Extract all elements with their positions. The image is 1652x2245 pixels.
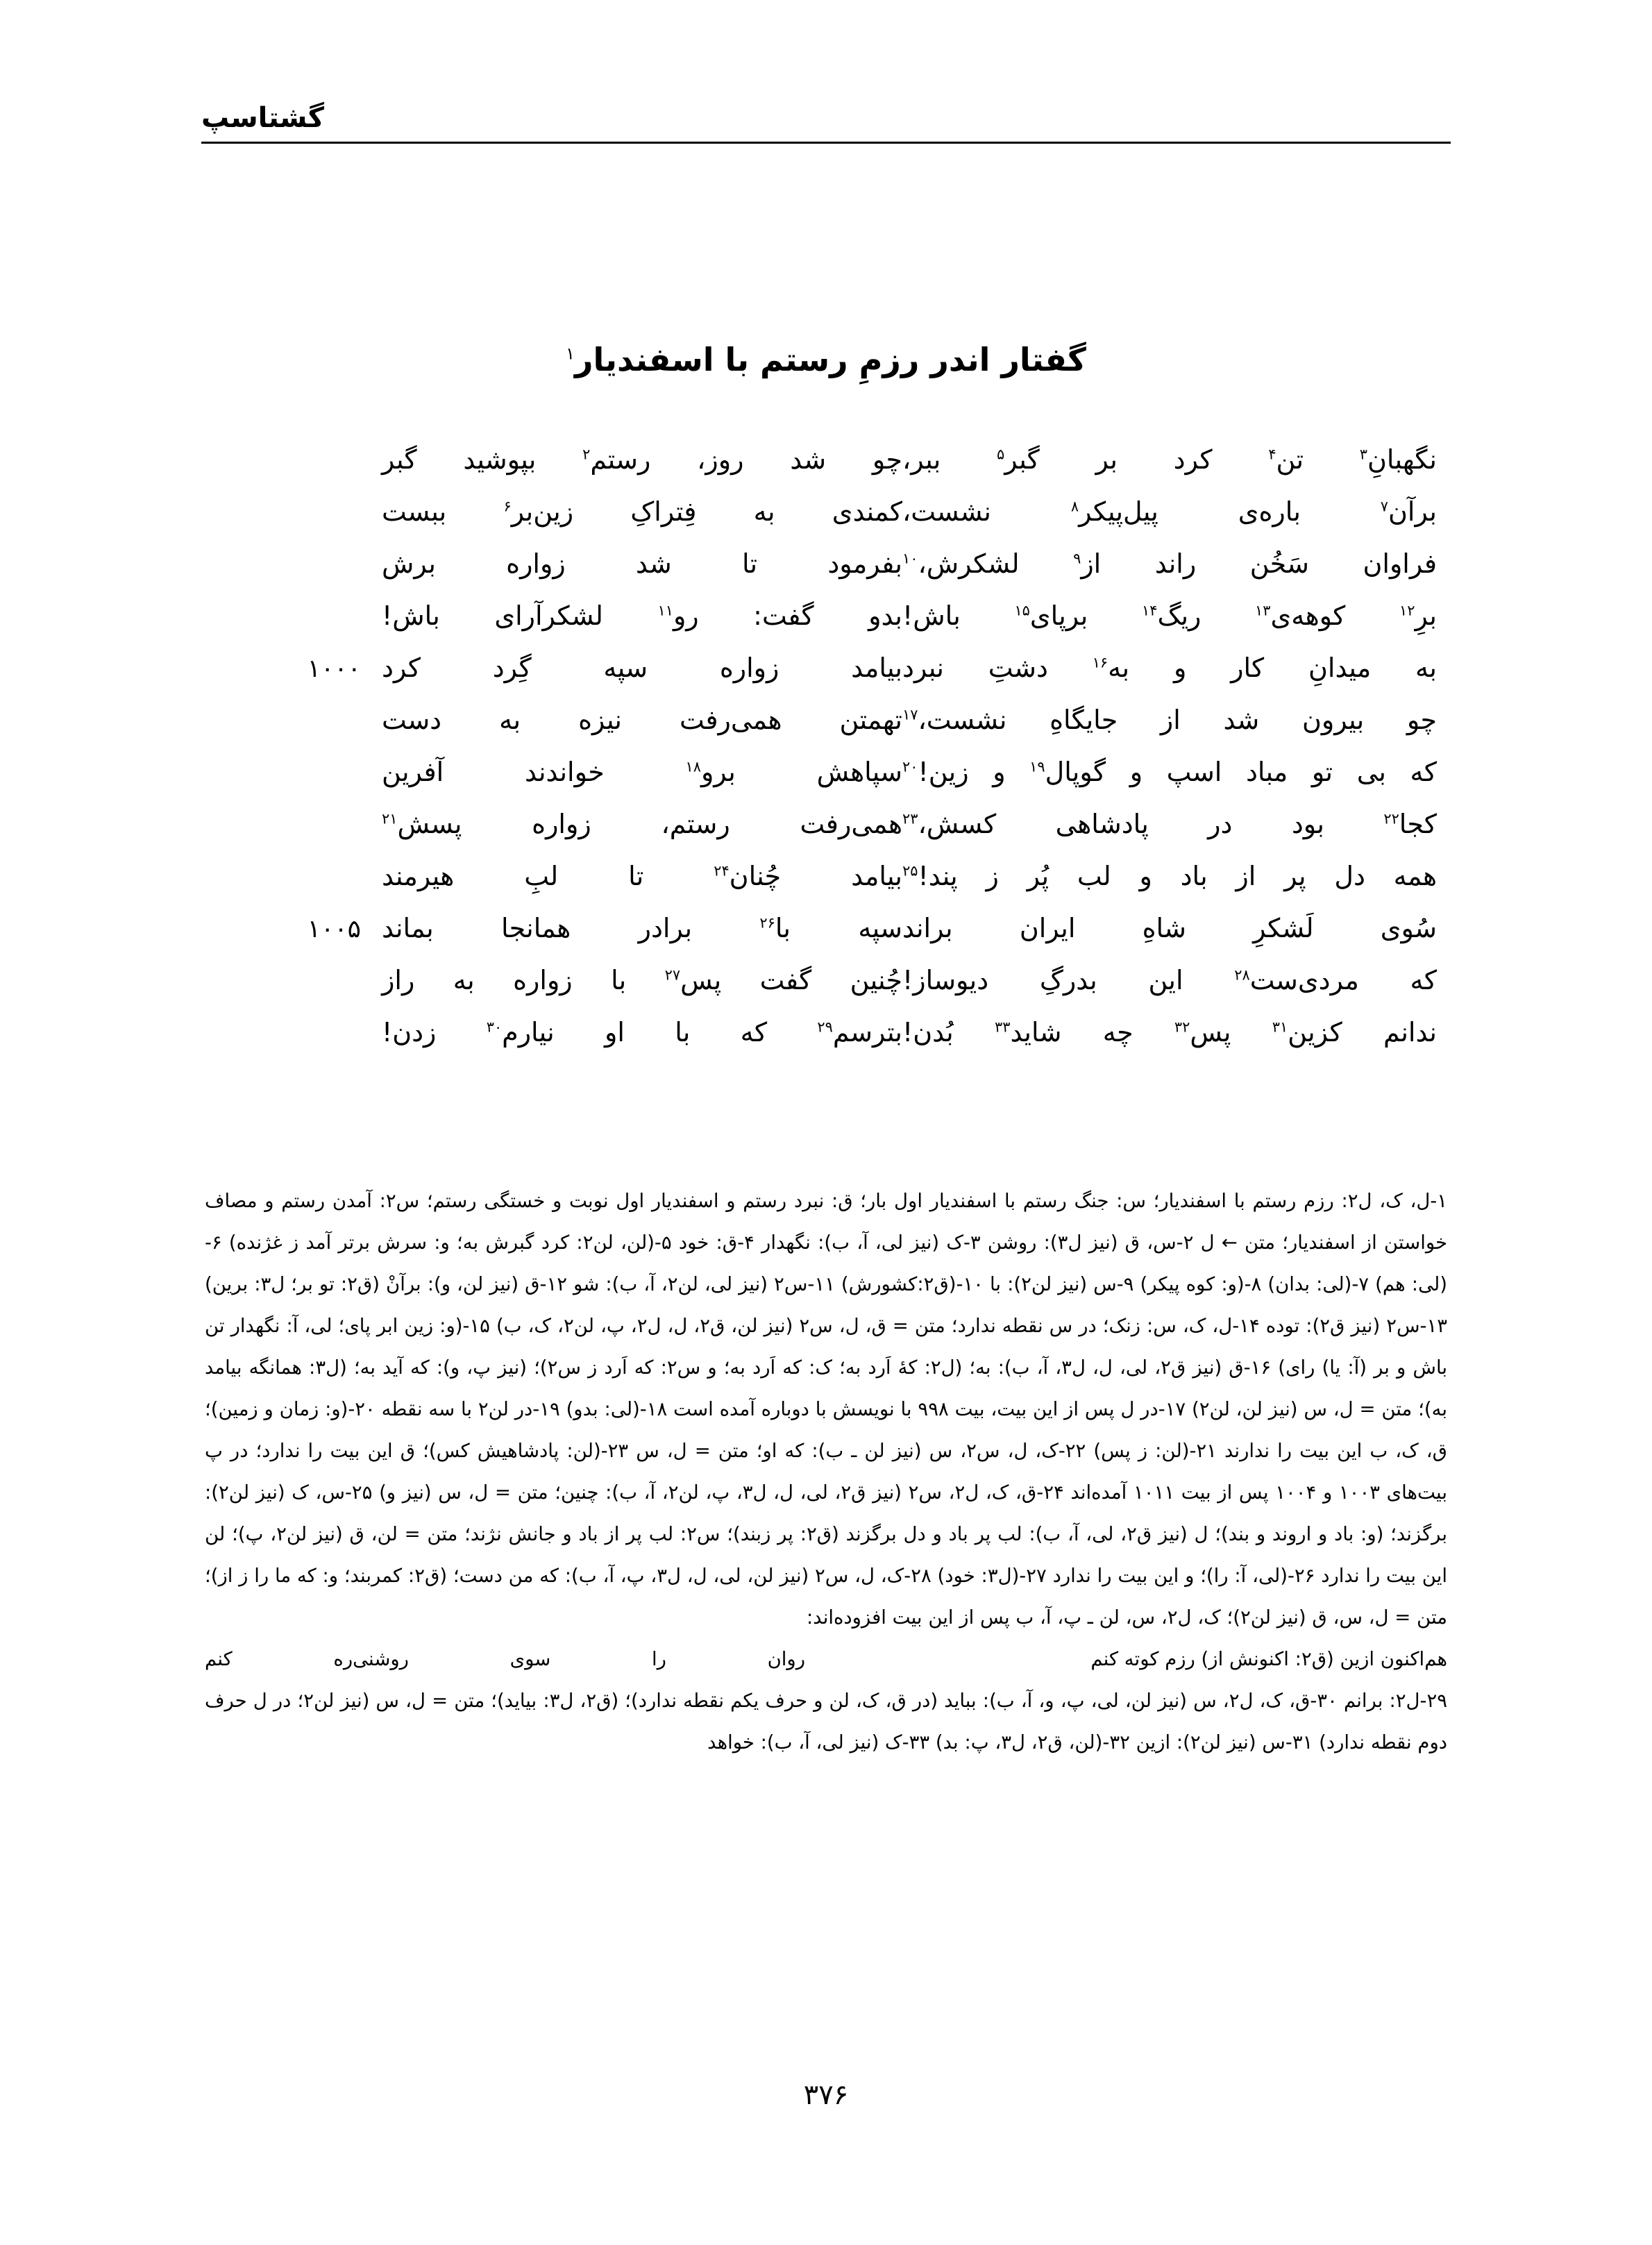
verse-word: زواره <box>532 809 591 839</box>
verse-couplet <box>201 548 1444 600</box>
verse-word: آفرین <box>382 757 444 787</box>
verse-hemistich-right <box>361 913 902 943</box>
footnote-ref: ۱۵ <box>1014 602 1030 619</box>
footnote-ref: ۲۰ <box>902 758 918 775</box>
verse-hemistich-left <box>902 653 1444 683</box>
verse-word: لبِ <box>524 861 559 891</box>
verse-word: با <box>675 1017 691 1048</box>
verse-hemistich-left <box>902 548 1444 579</box>
verse-word: نشست، <box>902 496 991 527</box>
verse-word: جایگاهِ <box>1050 705 1118 735</box>
verse-word: پس$^{۲۷}$ <box>664 965 722 995</box>
verse-couplet <box>201 861 1444 913</box>
verse-word: رو$^{۱۱}$ <box>657 600 699 631</box>
verse-word: بی <box>1356 757 1386 787</box>
footnote-ref: ۲۷ <box>664 966 681 984</box>
verse-word: همانجا <box>501 913 571 943</box>
verse-word: بترسم$^{۲۹}$ <box>817 1017 902 1048</box>
verse-word: زین‌بر$^۶$ <box>503 496 574 527</box>
verse-word: لشکرش،$^{۱۰}$ <box>902 548 1020 579</box>
verse-word: دیوساز! <box>902 965 989 995</box>
verse-word: کزین$^{۳۱}$ <box>1272 1017 1342 1048</box>
verse-hemistich-left <box>902 1017 1444 1048</box>
verse-word: شاید$^{۳۳}$ <box>995 1017 1062 1048</box>
running-head-text: گشتاسپ <box>201 102 324 134</box>
verse-word: کمندی <box>832 496 902 527</box>
footnote-ref: ۱۱ <box>657 602 673 619</box>
verse-hemistich-right <box>361 809 902 839</box>
verse-word: مردی‌ست$^{۲۸}$ <box>1234 965 1359 995</box>
verse-word: با <box>611 965 627 995</box>
verse-word: ریگ$^{۱۴}$ <box>1141 600 1202 631</box>
verse-word: رستم، <box>661 809 730 839</box>
footnote-verse-word: سوی <box>509 1648 551 1670</box>
verse-hemistich-left <box>902 600 1444 631</box>
footnote-ref: ۹ <box>1073 550 1081 567</box>
verse-word: کوهه‌ی$^{۱۳}$ <box>1255 600 1346 631</box>
footnote-ref: ۱۶ <box>1092 654 1109 671</box>
verse-word: باش! <box>382 600 440 631</box>
verse-word: باد <box>1180 861 1208 891</box>
verse-word: زین!$^{۲۰}$ <box>902 757 969 787</box>
chapter-title-text: گفتار اندر رزمِ رستم با اسفندیار <box>575 340 1086 378</box>
verse-hemistich-right <box>361 496 902 527</box>
verse-word: باره‌ی <box>1238 496 1301 527</box>
verse-word: پُر <box>1027 861 1050 891</box>
verse-word: بیامد <box>851 653 902 683</box>
verse-word: سپه <box>603 653 648 683</box>
verse-word: گفت <box>759 965 812 995</box>
verse-word: او <box>604 1017 625 1048</box>
footnote-ref: ۱۰ <box>902 550 918 567</box>
verse-hemistich-right <box>361 1017 902 1048</box>
footnote-ref: ۱۴ <box>1141 602 1158 619</box>
verse-word: از$^۹$ <box>1073 548 1102 579</box>
verse-word: زواره <box>719 653 779 683</box>
verse-word: بدو <box>868 600 902 631</box>
verse-word: و <box>993 757 1006 787</box>
verse-word: دل <box>1334 861 1365 891</box>
verse-word: که <box>1410 757 1437 787</box>
verse-hemistich-left <box>902 913 1444 943</box>
footnote-verse-word: روشنی‌ره <box>333 1648 409 1670</box>
footnote-ref: ۳۱ <box>1272 1018 1288 1036</box>
verse-word: فراوان <box>1363 548 1437 579</box>
verse-word: بر <box>1095 444 1118 475</box>
verse-hemistich-right <box>361 600 902 631</box>
verse-word: رستم$^۲$ <box>582 444 651 475</box>
verse-word: سُوی <box>1380 913 1437 943</box>
verse-line-number: ۱۰۰۵ <box>307 915 361 943</box>
verse-word: برپای$^{۱۵}$ <box>1014 600 1088 631</box>
verse-word: نیزه <box>578 705 622 735</box>
verse-word: برِ$^{۱۲}$ <box>1399 600 1437 631</box>
verse-word: بیرون <box>1301 705 1365 735</box>
verse-word: و <box>1139 861 1152 891</box>
verse-couplet <box>201 705 1444 757</box>
verse-word: پیل‌پیکر$^۸$ <box>1070 496 1158 527</box>
footnote-ref: ۱۲ <box>1399 602 1415 619</box>
verse-word: لب <box>1077 861 1111 891</box>
verse-couplet <box>201 757 1444 809</box>
running-head-area <box>201 104 1451 144</box>
page-number-text: ۳۷۶ <box>803 2079 849 2111</box>
verse-word: که <box>740 1017 768 1048</box>
footnote-ref: ۷ <box>1380 498 1388 515</box>
verse-word: نگهبانِ$^۳$ <box>1359 444 1437 475</box>
verse-word: راز <box>382 965 415 995</box>
verse-word: این <box>1148 965 1183 995</box>
verse-word: پند!$^{۲۵}$ <box>902 861 958 891</box>
verse-word: شد <box>790 444 827 475</box>
verse-word: ز <box>986 861 999 891</box>
verse-couplet <box>201 809 1444 861</box>
verse-word: شاهِ <box>1142 913 1186 943</box>
footnote-ref: ۱۷ <box>902 706 918 723</box>
verse-word: نشست،$^{۱۷}$ <box>902 705 1007 735</box>
verse-word: ببر، <box>902 444 941 475</box>
verse-word: پسش$^{۲۱}$ <box>382 809 462 839</box>
verse-couplet <box>201 653 1444 705</box>
verse-word: برو$^{۱۸}$ <box>685 757 736 787</box>
verse-word: تا <box>741 548 758 579</box>
verse-block <box>201 444 1444 1069</box>
verse-word: گفت: <box>753 600 814 631</box>
footnote-ref: ۲۴ <box>714 862 730 880</box>
footnote-ref: ۳ <box>1359 446 1367 463</box>
footnote-paragraph-2 <box>205 1680 1447 1763</box>
verse-hemistich-right <box>361 757 902 787</box>
verse-word: باش! <box>902 600 961 631</box>
verse-word: خواندند <box>525 757 605 787</box>
footnote-ref: ۳۳ <box>995 1018 1011 1036</box>
footnote-ref: ۶ <box>503 498 512 515</box>
header-rule <box>201 142 1451 144</box>
footnote-ref: ۲۹ <box>817 1018 833 1036</box>
verse-couplet <box>201 965 1444 1017</box>
footnote-ref: ۳۰ <box>486 1018 503 1036</box>
verse-couplet <box>201 1017 1444 1069</box>
verse-word: تا <box>628 861 644 891</box>
verse-hemistich-right <box>361 444 902 475</box>
verse-word: سپاهش <box>816 757 902 787</box>
verse-hemistich-left <box>902 444 1444 475</box>
verse-word: دست <box>382 705 442 735</box>
verse-hemistich-right <box>361 861 902 891</box>
footnote-ref: ۱۹ <box>1029 758 1045 775</box>
verse-word: زدن! <box>382 1017 437 1048</box>
verse-word: تن$^۴$ <box>1268 444 1304 475</box>
verse-hemistich-left <box>902 965 1444 995</box>
verse-word: به <box>499 705 521 735</box>
running-head <box>201 104 1451 142</box>
footnote-text-1: ۱-ل، ک، ل۲: رزم رستم با اسفندیار؛ س: جنگ رستم با اسفندیار اول بار؛ ق: نبرد رستم و اسفندیار اول نوبت و خستگی رستم؛ س۲: آمدن رستم و مصاف خواستن از اسفندیار؛ متن ← ل ۲-س، ق (نیز ل۳)‏: روشن ۳-ک (نیز لی، آ، ب): نگهدار ۴-ق: خود ۵-(لن، لن۲: کرد گبرش به؛ و: سرش برتر آمد ز غژنده) ۶-(لی: هم) ۷-(لی: بدان) ۸-(و: کوه پیکر) ۹-س (نیز لن۲): با ۱۰-(ق۲:کشورش) ۱۱-س۲ (نیز لی، لن۲، آ، ب): شو ۱۲-ق (نیز لن، و): برآنْ (ق۲: تو بر؛ ل۳: برین) ۱۳-س۲ (نیز ق۲): توده ۱۴-ل، ک، س: زنک؛ در س نقطه ندارد؛ متن = ق، ل، س۲ (نیز لن، ق۲، ل، ل۲، پ، لن۲، ک، ب) ۱۵-(و: زین ابر پای؛ لی، آ: نگهدار تن باش و بر (آ: یا) رای) ۱۶-ق (نیز ق۲، لی، ل، ل۳، آ، ب): به؛ (ل۲: کهٔ اَرد به؛ ک: که اَرد به؛ و س۲: که اَرد ز س۲)؛ (نیز پ، و): که آید به؛ (ل۳: همانگه بیامد به)؛ متن = ل، س (نیز لن، لن۲) ۱۷-در ل پس از این بیت، بیت ۹۹۸ با نویسش با دوباره آمده است ۱۸-(لی: بدو) ۱۹-در لن۲ با سه نقطه ۲۰-(و: زمان و زمین)؛ ق، ک، ب این بیت را ندارند ۲۱-(لن: ز پس) ۲۲-ک، ل، س۲، س (نیز لن ـ ب): که او؛ متن = ل، س ۲۳-(لن: پادشاهیش کس)؛ ق این بیت را ندارد؛ در پ بیت‌های ۱۰۰۳ و ۱۰۰۴ پس از بیت ۱۰۱۱ آمده‌اند ۲۴-ق، ک، ل۲، س۲ (نیز ق۲، لی، ل، ل۳، پ، لن۲، آ، ب): چنین؛ متن = ل، س (نیز و) ۲۵-س، ک (نیز لن۲): برگزند؛ (و: باد و اروند و بند)؛ ل (نیز ق۲، لی، آ، ب): لب پر باد و دل برگزند (ق۲: پر زبند)؛ س۲: لب پر از باد و جانش نژند؛ متن = لن، ق (نیز لن۲، پ)؛ لن این بیت را ندارد ۲۶-(لی، آ: را)؛ و این بیت را ندارد ۲۷-(ل۳: خود) ۲۸-ک، ل، س۲ (نیز لن، لی، ل، ل۳، پ، آ، ب): که من دست؛ (ق۲: کمربند؛ و: که ما را ز از)؛ متن = ل، س، ق (نیز لن۲)؛ ک، ل۲، س، لن ـ پ، آ، ب پس از این بیت افزوده‌اند: <box>205 1190 1448 1629</box>
verse-hemistich-left <box>902 705 1444 735</box>
verse-word: کار <box>1231 653 1265 683</box>
page-number <box>0 2079 1652 2111</box>
verse-word: بود <box>1291 809 1324 839</box>
chapter-title <box>0 341 1652 378</box>
verse-word: بدرگِ <box>1039 965 1097 995</box>
footnote-text-2: ۲۹-ل۲: برانم ۳۰-ق، ک، ل۲، س (نیز لن، لی، پ، و، آ، ب): بباید (در ق، ک، لن و حرف یکم نقطه ندارد)؛ (ق۲، ل۳: بیاید)؛ متن = ل، س (نیز لن۲؛ در ل حرف دوم نقطه ندارد) ۳۱-س (نیز لن۲): ازین ۳۲-(لن، ق۲، ل۳، پ: بد) ۳۳-ک (نیز لی، آ، ب): خواهد <box>205 1690 1447 1754</box>
verse-word: گبر <box>382 444 417 475</box>
verse-word: از <box>1236 861 1256 891</box>
verse-couplet <box>201 600 1444 653</box>
verse-word: لشکرآرای <box>494 600 603 631</box>
verse-word: بپوشید <box>463 444 537 475</box>
verse-couplet <box>201 913 1444 965</box>
verse-word: چُنین <box>850 965 902 995</box>
verse-word: همی‌رفت <box>680 705 782 735</box>
verse-word: ببست <box>382 496 447 527</box>
verse-word: گبر$^۵$ <box>997 444 1040 475</box>
verse-word: از <box>1160 705 1181 735</box>
footnote-verse-word: هم‌اکنون ازین (ق۲: اکنونش از) رزم کوته کنم <box>1090 1648 1447 1670</box>
verse-word: فِتراکِ <box>630 496 697 527</box>
verse-word: به$^{۱۶}$ <box>1092 653 1130 683</box>
verse-line-number: ۱۰۰۰ <box>307 655 361 683</box>
verse-word: همی‌رفت <box>800 809 902 839</box>
verse-word: ایران <box>1019 913 1076 943</box>
verse-word: و <box>1129 757 1143 787</box>
verse-couplet <box>201 496 1444 548</box>
verse-word: کجا$^{۲۲}$ <box>1383 809 1437 839</box>
verse-word: چُنان$^{۲۴}$ <box>714 861 782 891</box>
verse-word: هیرمند <box>382 861 455 891</box>
footnote-verse-word: را <box>652 1648 666 1670</box>
verse-hemistich-left <box>902 861 1444 891</box>
verse-word: که <box>1410 965 1437 995</box>
verse-hemistich-left <box>902 757 1444 787</box>
footnote-ref: ۲ <box>582 446 591 463</box>
footnote-hemistich-left <box>205 1638 826 1680</box>
footnote-ref: ۱۳ <box>1255 602 1271 619</box>
verse-word: بفرمود <box>827 548 902 579</box>
verse-hemistich-right <box>361 653 902 683</box>
verse-word: شد <box>1223 705 1260 735</box>
verse-word: تو <box>1311 757 1333 787</box>
footnote-ref: ۲۵ <box>902 862 918 880</box>
footnote-ref: ۳۲ <box>1174 1018 1190 1036</box>
verse-word: پادشاهی <box>1055 809 1149 839</box>
verse-word: بماند <box>382 913 434 943</box>
footnote-ref: ۲۳ <box>902 810 918 827</box>
verse-word: کرد <box>1173 444 1213 475</box>
verse-word: به <box>453 965 475 995</box>
verse-word: گوپال$^{۱۹}$ <box>1029 757 1106 787</box>
verse-word: راند <box>1154 548 1197 579</box>
verse-word: چو <box>872 444 902 475</box>
verse-word: میدانِ <box>1308 653 1372 683</box>
verse-word: برش <box>382 548 436 579</box>
footnote-verse-word: روان <box>767 1648 805 1670</box>
footnotes-block <box>205 1180 1447 1763</box>
verse-hemistich-right <box>361 965 902 995</box>
verse-word: در <box>1208 809 1233 839</box>
verse-word: پس$^{۳۲}$ <box>1174 1017 1231 1048</box>
verse-word: نیارم$^{۳۰}$ <box>486 1017 555 1048</box>
verse-word: مباد <box>1245 757 1288 787</box>
verse-word: کرد <box>382 653 421 683</box>
verse-word: روز، <box>697 444 744 475</box>
verse-hemistich-left <box>902 496 1444 527</box>
footnote-verse-word: کنم <box>205 1648 233 1670</box>
verse-word: چه <box>1102 1017 1133 1048</box>
verse-word: شد <box>635 548 672 579</box>
verse-word: زواره <box>513 965 573 995</box>
footnote-ref: ۸ <box>1070 498 1079 515</box>
footnote-inserted-couplet <box>205 1638 1447 1680</box>
verse-word: با$^{۲۶}$ <box>759 913 791 943</box>
verse-word: سپه <box>858 913 902 943</box>
footnote-ref: ۲۶ <box>759 914 775 932</box>
verse-word: همه <box>1393 861 1437 891</box>
verse-word: به <box>1415 653 1437 683</box>
verse-word: برادر <box>638 913 693 943</box>
verse-word: کسش،$^{۲۳}$ <box>902 809 997 839</box>
verse-word: برآن$^۷$ <box>1380 496 1437 527</box>
verse-word: به <box>753 496 775 527</box>
verse-couplet <box>201 444 1444 496</box>
verse-word: چو <box>1406 705 1437 735</box>
verse-word: بُدن! <box>902 1017 954 1048</box>
verse-word: سَخُن <box>1249 548 1309 579</box>
footnote-ref: ۲۲ <box>1383 810 1399 827</box>
chapter-title-footnote-ref: ۱ <box>566 344 575 364</box>
footnote-ref: ۵ <box>997 446 1005 463</box>
verse-hemistich-left <box>902 809 1444 839</box>
verse-word: گِرد <box>492 653 532 683</box>
footnote-ref: ۱۸ <box>685 758 701 775</box>
footnote-ref: ۲۸ <box>1234 966 1250 984</box>
footnote-hemistich-right <box>826 1638 1447 1680</box>
footnote-paragraph-1 <box>205 1180 1447 1638</box>
verse-word: و <box>1173 653 1187 683</box>
verse-word: اسپ <box>1166 757 1222 787</box>
verse-word: پر <box>1284 861 1306 891</box>
footnote-ref: ۴ <box>1268 446 1276 463</box>
verse-word: نبرد <box>902 653 944 683</box>
verse-word: تهمتن <box>839 705 902 735</box>
verse-word: دشتِ <box>988 653 1048 683</box>
verse-hemistich-right <box>361 705 902 735</box>
verse-word: لَشکرِ <box>1253 913 1314 943</box>
verse-hemistich-right <box>361 548 902 579</box>
verse-word: زواره <box>506 548 566 579</box>
footnote-ref: ۲۱ <box>382 810 398 827</box>
verse-word: بیامد <box>851 861 902 891</box>
verse-word: ندانم <box>1383 1017 1437 1048</box>
verse-word: براند <box>902 913 953 943</box>
